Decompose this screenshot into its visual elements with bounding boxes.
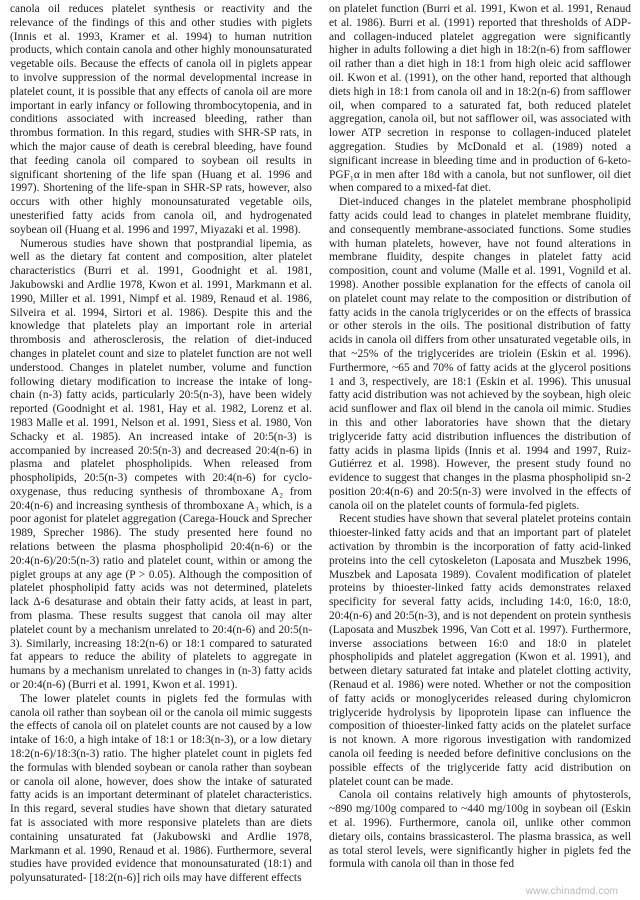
paragraph: Numerous studies have shown that postprandial lipemia, as well as the dietary fat content and composition, alter platelet characteristics (Burri et al. 1991, Goodnight et al. 1981, Jakubowski and Ardlie 1978, Kwon et al. 1991, Markmann et al. 1990, Miller et al. 1991, Nimpf et al. 1989, Renaud et al. 1986, Silveira et al. 1994, Sirtori et al. 1986). Despite this and the knowledge that platelets play an important role in arterial thrombosis and atherosclerosis, the relation of diet-induced changes in platelet count and size to platelet function are not well understood. Changes in platelet number, volume and function following dietary modification to increase the intake of long-chain (n-3) fatty acids, particularly 20:5(n-3), have been widely reported (Goodnight et al. 1981, Hay et al. 1982, Lorenz et al. 1983 Malle et al. 1991, Nelson et al. 1991, Siess et al. 1980, Von Schacky et al. 1985). An increased intake of 20:5(n-3) is accompanied by increased 20:5(n-3) and decreased 20:4(n-6) in plasma and platelet phospholipids. When released from phospholipids, 20:5(n-3) competes with 20:4(n-6) for cyclo-oxygenase, thus reducing synthesis of thromboxane A₂ from 20:4(n-6) and increasing synthesis of thromboxane A₃ which, is a poor agonist for platelet aggregation (Carega-Houck and Sprecher 1989, Sprecher 1986). The study presented here found no relations between the plasma phospholipid 20:4(n-6) or the 20:4(n-6)/20:5(n-3) ratio and platelet count, within or among the piglet groups at any age (P > 0.05). Although the composition of platelet phospholipid fatty acids was not determined, platelets lack Δ-6 desaturase and obtain their fatty acids, at least in part, from plasma. These results suggest that canola oil may alter platelet count by a mechanism unrelated to 20:4(n-6) and 20:5(n-3). Similarly, increasing 18:2(n-6) or 18:1 compared to saturated fat appears to reduce the ability of platelets to aggregate in humans by a mechanism unrelated to changes in (n-3) fatty acids or 20:4(n-6) (Burri et al. 1991, Kwon et al. 1991). [10, 237, 312, 692]
site-watermark: www.chinadmd.com [525, 886, 618, 897]
paragraph: Recent studies have shown that several platelet proteins contain thioester-linked fatty acids and that an important part of platelet activation by thrombin is the incorporation of fatty acid-linked proteins into the cell cytoskeleton (Laposata and Muszbek 1996, Muszbek and Laposata 1989). Covalent modification of platelet proteins by thioester-linked fatty acids demonstrates relaxed specificity for several fatty acids, including 14:0, 16:0, 18:0, 20:4(n-6) and 20:5(n-3), and is not dependent on protein synthesis (Laposata and Muszbek 1996, Van Cott et al. 1997). Furthermore, inverse associations between 16:0 and 18:0 in platelet phospholipids and platelet aggregation (Kwon et al. 1991), and between dietary saturated fat intake and platelet clotting activity, (Renaud et al. 1986) were noted. Whether or not the composition of fatty acids or monoglycerides released during chylomicron triglyceride hydrolysis by lipoprotein lipase can influence the composition of thioester-linked fatty acids on the platelet surface is not known. A more rigorous investigation with randomized canola oil feeding is needed before definitive conclusions on the possible effects of the triglyceride fatty acid distribution on platelet count can be made. [329, 513, 631, 788]
right-column [329, 3, 631, 900]
paragraph: The lower platelet counts in piglets fed the formulas with canola oil rather than soybean oil or the canola oil mimic suggests the effects of canola oil on platelet counts are not caused by a low intake of 16:0, a high intake of 18:1 or 18:3(n-3), or a low dietary 18:2(n-6)/18:3(n-3) ratio. The higher platelet count in piglets fed the formulas with blended soybean or canola rather than soybean or canola oil alone, however, does show the intake of saturated fatty acids is an important determinant of platelet characteristics. In this regard, several studies have shown that dietary saturated fat is associated with more responsive platelets than are diets containing unsaturated fat (Jakubowski and Ardlie 1978, Markmann et al. 1990, Renaud et al. 1986). Furthermore, several studies have provided evidence that monounsaturated (18:1) and polyunsaturated- [18:2(n-6)] rich oils may have different effects [10, 692, 312, 885]
paragraph: Diet-induced changes in the platelet membrane phospholipid fatty acids could lead to changes in platelet membrane fluidity, and consequently membrane-associated functions. Some studies with human platelets, however, have not found alterations in membrane fluidity, despite changes in platelet fatty acid composition, count and volume (Malle et al. 1991, Vognild et al. 1998). Another possible explanation for the effects of canola oil on platelet count may relate to the composition or distribution of fatty acids in the canola triglycerides or on the effects of brassica or other sterols in the oils. The positional distribution of fatty acids in canola oil differs from other unsaturated vegetable oils, in that ~25% of the triglycerides are triolein (Eskin et al. 1996). Furthermore, ~65 and 70% of fatty acids at the glycerol positions 1 and 3, respectively, are 18:1 (Eskin et al. 1996). This unusual fatty acid distribution was not achieved by the soybean, high oleic acid sunflower and flax oil blend in the canola oil mimic. Studies in this and other laboratories have shown that the dietary triglyceride fatty acid distribution influences the distribution of fatty acids in plasma lipids (Innis et al. 1994 and 1997, Ruiz-Gutiérrez et al. 1998). However, the present study found no evidence to suggest that changes in the plasma phospholipid sn-2 position 20:4(n-6) and 20:5(n-3) were involved in the effects of canola oil on the platelet counts of formula-fed piglets. [329, 196, 631, 512]
left-column [10, 3, 312, 900]
paragraph: on platelet function (Burri et al. 1991, Kwon et al. 1991, Renaud et al. 1986). Burri et al. (1991) reported that thresholds of ADP- and collagen-induced platelet aggregation were significantly higher in adults following a diet high in 18:2(n-6) from safflower oil rather than a diet high in 18:1 from high oleic acid safflower oil. Kwon et al. (1991), on the other hand, reported that although diets high in 18:1 from canola oil and in 18:2(n-6) from safflower oil, when compared to a saturated fat, both reduced platelet aggregation, canola oil, but not safflower oil, was associated with lower ATP secretion in response to collagen-induced platelet aggregation. Studies by McDonald et al. (1989) noted a significant increase in bleeding time and in production of 6-keto-PGF₁α in men after 18d with a canola, but not sunflower, oil diet when compared to a mixed-fat diet. [329, 3, 631, 195]
paragraph: Canola oil contains relatively high amounts of phytosterols, ~890 mg/100g compared to ~440 mg/100g in soybean oil (Eskin et al. 1996). Furthermore, canola oil, unlike other common dietary oils, contains brassicasterol. The plasma brassica, as well as total sterol levels, were significantly higher in piglets fed the formula with canola oil than in those fed [329, 789, 631, 871]
paragraph: canola oil reduces platelet synthesis or reactivity and the relevance of the findings of this and other studies with piglets (Innis et al. 1993, Kramer et al. 1994) to human nutrition products, which contain canola and other highly monounsaturated vegetable oils. Because the effects of canola oil in piglets appear to involve suppression of the normal developmental increase in platelet count, it is possible that any effects of canola oil are more important in early infancy or following thrombocytopenia, and in conditions associated with increased bleeding, rather than thrombus formation. In this regard, studies with SHR-SP rats, in which the major cause of death is cerebral bleeding, have found that feeding canola oil compared to soybean oil results in significant shortening of the life span (Huang et al. 1996 and 1997). Shortening of the life-span in SHR-SP rats, however, also occurs with other highly monounsaturated vegetable oils, unesterified fatty acids from canola oil, and hydrogenated soybean oil (Huang et al. 1996 and 1997, Miyazaki et al. 1998). [10, 3, 312, 236]
